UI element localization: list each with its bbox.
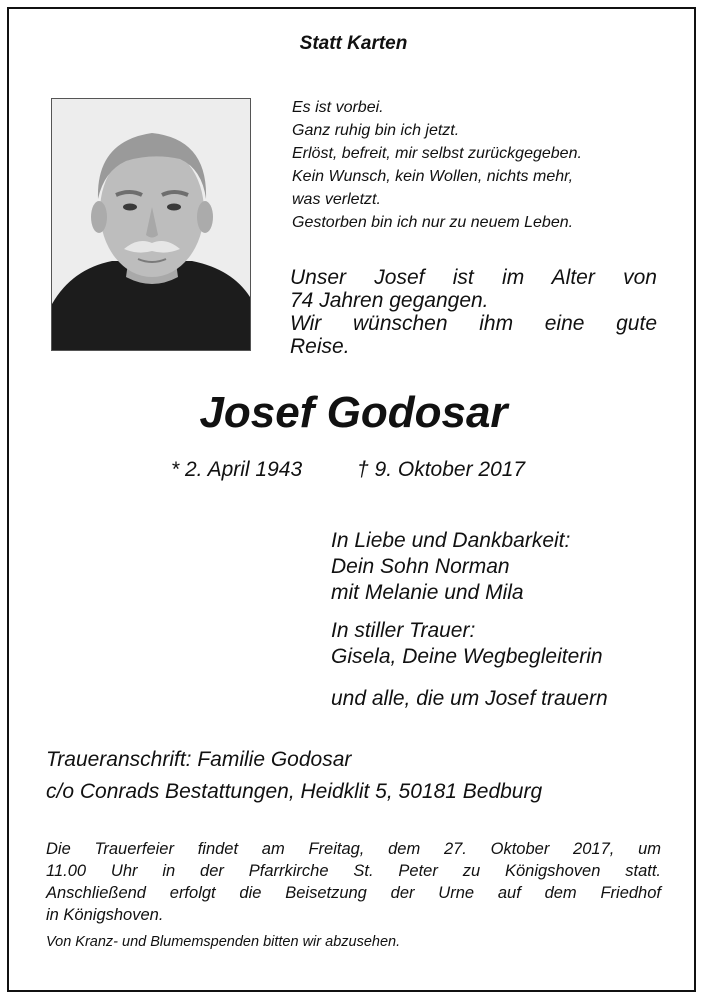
- birth-date: * 2. April 1943: [171, 458, 303, 481]
- notice-line: Die Trauerfeier findet am Freitag, dem 27. Oktober 2017, um: [46, 840, 661, 858]
- mourners-closing: und alle, die um Josef trauern: [331, 687, 608, 710]
- poem-line: Gestorben bin ich nur zu neuem Leben.: [292, 214, 574, 231]
- mourner-line: Gisela, Deine Wegbegleiterin: [331, 645, 603, 668]
- mourners-partner: [331, 618, 603, 670]
- mourner-line: mit Melanie und Mila: [331, 581, 524, 604]
- notice-line: in Königshoven.: [46, 906, 164, 924]
- mourner-line: In Liebe und Dankbarkeit:: [331, 529, 571, 552]
- intro-line: Reise.: [290, 335, 350, 358]
- notice-line: 11.00 Uhr in der Pfarrkirche St. Peter zu Königshoven statt.: [46, 862, 661, 880]
- funeral-notice: [46, 838, 661, 926]
- poem-line: Ganz ruhig bin ich jetzt.: [292, 122, 460, 139]
- poem-line: Kein Wunsch, kein Wollen, nichts mehr,: [292, 168, 574, 185]
- flowers-note: Von Kranz- und Blumemspenden bitten wir abzusehen.: [46, 934, 401, 950]
- life-dates: [171, 458, 526, 482]
- notice-line: Anschließend erfolgt die Beisetzung der Urne auf dem Friedhof: [46, 884, 661, 902]
- mourners-family: [331, 528, 570, 606]
- address-line: Traueranschrift: Familie Godosar: [46, 748, 352, 771]
- poem-line: Es ist vorbei.: [292, 99, 384, 116]
- poem-line: was verletzt.: [292, 191, 381, 208]
- mourning-address: [46, 744, 542, 808]
- intro-line: Wir wünschen ihm eine gute: [290, 312, 657, 335]
- portrait-icon: [52, 99, 250, 350]
- mourner-line: In stiller Trauer:: [331, 619, 476, 642]
- header-statt-karten: Statt Karten: [299, 33, 408, 54]
- portrait-photo: [51, 98, 251, 351]
- death-date: † 9. Oktober 2017: [357, 458, 526, 481]
- intro-line: Unser Josef ist im Alter von: [290, 266, 657, 289]
- poem: [292, 96, 582, 234]
- intro-text: [290, 266, 657, 358]
- poem-line: Erlöst, befreit, mir selbst zurückgegeben.: [292, 145, 582, 162]
- deceased-name: Josef Godosar: [199, 388, 508, 437]
- intro-line: 74 Jahren gegangen.: [290, 289, 489, 312]
- address-line: c/o Conrads Bestattungen, Heidklit 5, 50181 Bedburg: [46, 780, 543, 803]
- mourner-line: Dein Sohn Norman: [331, 555, 510, 578]
